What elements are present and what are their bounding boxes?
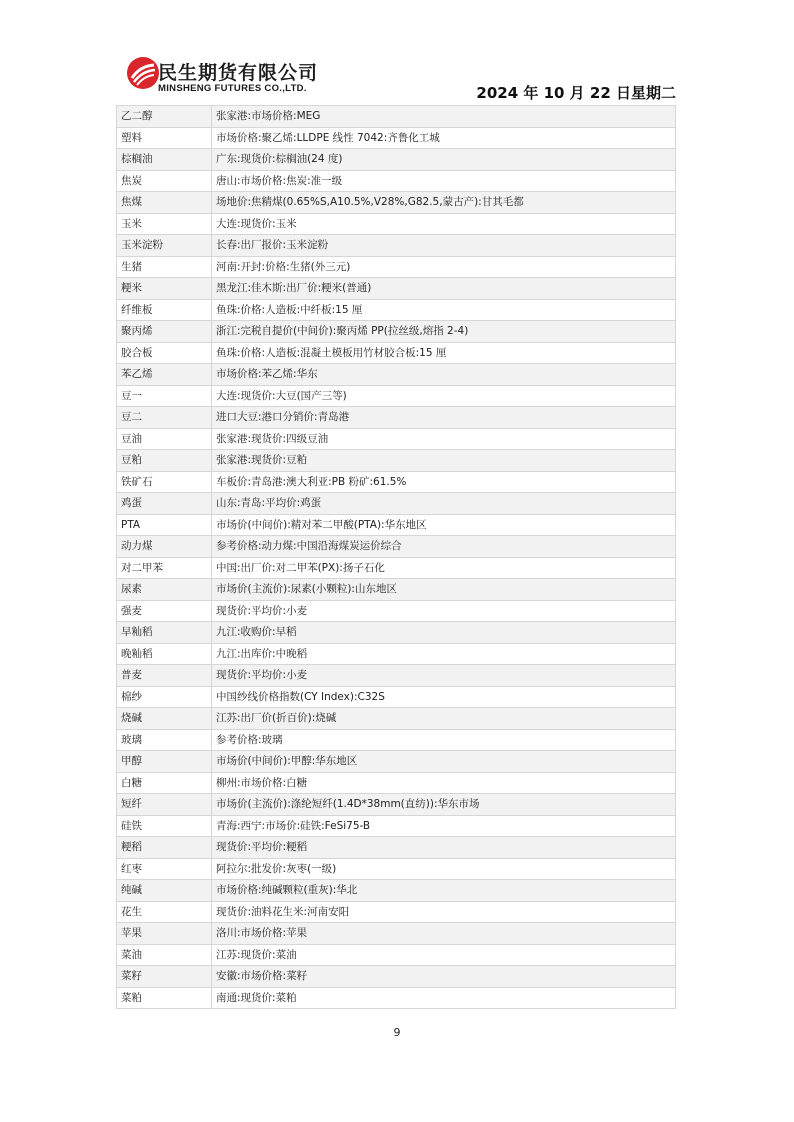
price-source-cell: 洛川:市场价格:苹果 <box>212 923 676 945</box>
price-source-cell: 鱼珠:价格:人造板:混凝土模板用竹材胶合板:15 厘 <box>212 342 676 364</box>
table-row <box>117 278 676 300</box>
report-date: 2024 年 10 月 22 日星期二 <box>476 84 676 102</box>
price-source-cell: 唐山:市场价格:焦炭:准一级 <box>212 170 676 192</box>
commodity-name-cell: 聚丙烯 <box>117 321 212 343</box>
price-source-cell: 场地价:焦精煤(0.65%S,A10.5%,V28%,G82.5,蒙古产):甘其毛都 <box>212 192 676 214</box>
commodity-name-cell: 豆二 <box>117 407 212 429</box>
commodity-name-cell: 晚籼稻 <box>117 643 212 665</box>
table-row <box>117 428 676 450</box>
price-source-cell: 张家港:现货价:豆粕 <box>212 450 676 472</box>
price-source-cell: 张家港:市场价格:MEG <box>212 106 676 128</box>
price-source-cell: 现货价:平均价:小麦 <box>212 665 676 687</box>
commodity-name-cell: 对二甲苯 <box>117 557 212 579</box>
commodity-name-cell: 焦炭 <box>117 170 212 192</box>
price-source-cell: 参考价格:动力煤:中国沿海煤炭运价综合 <box>212 536 676 558</box>
commodity-name-cell: 纤维板 <box>117 299 212 321</box>
table-row <box>117 944 676 966</box>
table-row <box>117 256 676 278</box>
commodity-name-cell: 乙二醇 <box>117 106 212 128</box>
commodity-name-cell: 塑料 <box>117 127 212 149</box>
table-row <box>117 127 676 149</box>
commodity-name-cell: 早籼稻 <box>117 622 212 644</box>
table-row <box>117 299 676 321</box>
commodity-name-cell: 短纤 <box>117 794 212 816</box>
price-source-cell: 江苏:现货价:菜油 <box>212 944 676 966</box>
price-source-table <box>116 105 676 1009</box>
table-row <box>117 729 676 751</box>
price-source-cell: 市场价(中间价):甲醇:华东地区 <box>212 751 676 773</box>
commodity-name-cell: 红枣 <box>117 858 212 880</box>
table-row <box>117 536 676 558</box>
price-source-cell: 九江:出库价:中晚稻 <box>212 643 676 665</box>
price-source-cell: 南通:现货价:菜粕 <box>212 987 676 1009</box>
price-source-cell: 市场价(中间价):精对苯二甲酸(PTA):华东地区 <box>212 514 676 536</box>
commodity-name-cell: 豆一 <box>117 385 212 407</box>
commodity-name-cell: 棕榈油 <box>117 149 212 171</box>
table-row <box>117 987 676 1009</box>
table-row <box>117 923 676 945</box>
commodity-name-cell: 粳米 <box>117 278 212 300</box>
commodity-name-cell: 苯乙烯 <box>117 364 212 386</box>
table-row <box>117 170 676 192</box>
table-row <box>117 901 676 923</box>
price-source-cell: 阿拉尔:批发价:灰枣(一级) <box>212 858 676 880</box>
table-row <box>117 557 676 579</box>
commodity-name-cell: 焦煤 <box>117 192 212 214</box>
price-source-cell: 山东:青岛:平均价:鸡蛋 <box>212 493 676 515</box>
table-row <box>117 235 676 257</box>
price-source-cell: 市场价(主流价):尿素(小颗粒):山东地区 <box>212 579 676 601</box>
price-source-cell: 大连:现货价:大豆(国产三等) <box>212 385 676 407</box>
commodity-name-cell: 胶合板 <box>117 342 212 364</box>
price-source-cell: 广东:现货价:棕榈油(24 度) <box>212 149 676 171</box>
table-row <box>117 815 676 837</box>
table-row <box>117 149 676 171</box>
commodity-name-cell: 动力煤 <box>117 536 212 558</box>
price-source-cell: 大连:现货价:玉米 <box>212 213 676 235</box>
table-row <box>117 686 676 708</box>
price-source-cell: 现货价:油料花生米:河南安阳 <box>212 901 676 923</box>
table-row <box>117 471 676 493</box>
table-row <box>117 794 676 816</box>
price-source-cell: 鱼珠:价格:人造板:中纤板:15 厘 <box>212 299 676 321</box>
price-source-cell: 青海:西宁:市场价:硅铁:FeSi75-B <box>212 815 676 837</box>
commodity-name-cell: 苹果 <box>117 923 212 945</box>
price-source-cell: 现货价:平均价:小麦 <box>212 600 676 622</box>
table-row <box>117 751 676 773</box>
commodity-name-cell: 棉纱 <box>117 686 212 708</box>
table-row <box>117 708 676 730</box>
table-row <box>117 858 676 880</box>
table-row <box>117 966 676 988</box>
commodity-name-cell: 生猪 <box>117 256 212 278</box>
commodity-name-cell: 菜籽 <box>117 966 212 988</box>
price-source-cell: 中国纱线价格指数(CY Index):C32S <box>212 686 676 708</box>
company-name-cn: 民生期货有限公司 <box>158 62 319 84</box>
page-header <box>116 52 676 102</box>
table-row <box>117 385 676 407</box>
commodity-name-cell: 纯碱 <box>117 880 212 902</box>
price-source-cell: 江苏:出厂价(折百价):烧碱 <box>212 708 676 730</box>
table-row <box>117 342 676 364</box>
price-source-cell: 参考价格:玻璃 <box>212 729 676 751</box>
table-row <box>117 321 676 343</box>
table-row <box>117 600 676 622</box>
table-row <box>117 622 676 644</box>
commodity-name-cell: 玉米淀粉 <box>117 235 212 257</box>
table-row <box>117 364 676 386</box>
table-row <box>117 450 676 472</box>
price-source-cell: 安徽:市场价格:菜籽 <box>212 966 676 988</box>
table-row <box>117 579 676 601</box>
minsheng-logo-icon <box>126 56 160 90</box>
commodity-name-cell: 强麦 <box>117 600 212 622</box>
table-row <box>117 643 676 665</box>
price-source-cell: 现货价:平均价:粳稻 <box>212 837 676 859</box>
commodity-name-cell: 豆粕 <box>117 450 212 472</box>
table-row <box>117 880 676 902</box>
commodity-name-cell: 菜油 <box>117 944 212 966</box>
commodity-name-cell: 烧碱 <box>117 708 212 730</box>
price-source-cell: 中国:出厂价:对二甲苯(PX):扬子石化 <box>212 557 676 579</box>
commodity-name-cell: 普麦 <box>117 665 212 687</box>
table-row <box>117 493 676 515</box>
commodity-name-cell: 菜粕 <box>117 987 212 1009</box>
table-row <box>117 407 676 429</box>
commodity-name-cell: 尿素 <box>117 579 212 601</box>
price-source-cell: 市场价(主流价):涤纶短纤(1.4D*38mm(直纺)):华东市场 <box>212 794 676 816</box>
price-source-cell: 河南:开封:价格:生猪(外三元) <box>212 256 676 278</box>
commodity-name-cell: 鸡蛋 <box>117 493 212 515</box>
table-row <box>117 837 676 859</box>
table-row <box>117 106 676 128</box>
commodity-name-cell: 粳稻 <box>117 837 212 859</box>
commodity-name-cell: 玉米 <box>117 213 212 235</box>
commodity-name-cell: 豆油 <box>117 428 212 450</box>
commodity-name-cell: 白糖 <box>117 772 212 794</box>
page-number: 9 <box>393 1026 401 1039</box>
price-source-cell: 市场价格:纯碱颗粒(重灰):华北 <box>212 880 676 902</box>
commodity-name-cell: PTA <box>117 514 212 536</box>
company-name-en: MINSHENG FUTURES CO.,LTD. <box>158 83 307 94</box>
price-source-cell: 进口大豆:港口分销价:青岛港 <box>212 407 676 429</box>
commodity-name-cell: 花生 <box>117 901 212 923</box>
price-source-cell: 张家港:现货价:四级豆油 <box>212 428 676 450</box>
price-source-cell: 黑龙江:佳木斯:出厂价:粳米(普通) <box>212 278 676 300</box>
price-source-cell: 市场价格:苯乙烯:华东 <box>212 364 676 386</box>
commodity-name-cell: 玻璃 <box>117 729 212 751</box>
price-source-cell: 长春:出厂报价:玉米淀粉 <box>212 235 676 257</box>
table-row <box>117 213 676 235</box>
price-source-cell: 市场价格:聚乙烯:LLDPE 线性 7042:齐鲁化工城 <box>212 127 676 149</box>
price-source-cell: 车板价:青岛港:澳大利亚:PB 粉矿:61.5% <box>212 471 676 493</box>
table-row <box>117 514 676 536</box>
commodity-name-cell: 甲醇 <box>117 751 212 773</box>
table-row <box>117 665 676 687</box>
commodity-name-cell: 硅铁 <box>117 815 212 837</box>
price-source-cell: 浙江:完税自提价(中间价):聚丙烯 PP(拉丝级,熔指 2-4) <box>212 321 676 343</box>
price-source-cell: 九江:收购价:早稻 <box>212 622 676 644</box>
commodity-name-cell: 铁矿石 <box>117 471 212 493</box>
table-row <box>117 772 676 794</box>
table-row <box>117 192 676 214</box>
price-source-cell: 柳州:市场价格:白糖 <box>212 772 676 794</box>
